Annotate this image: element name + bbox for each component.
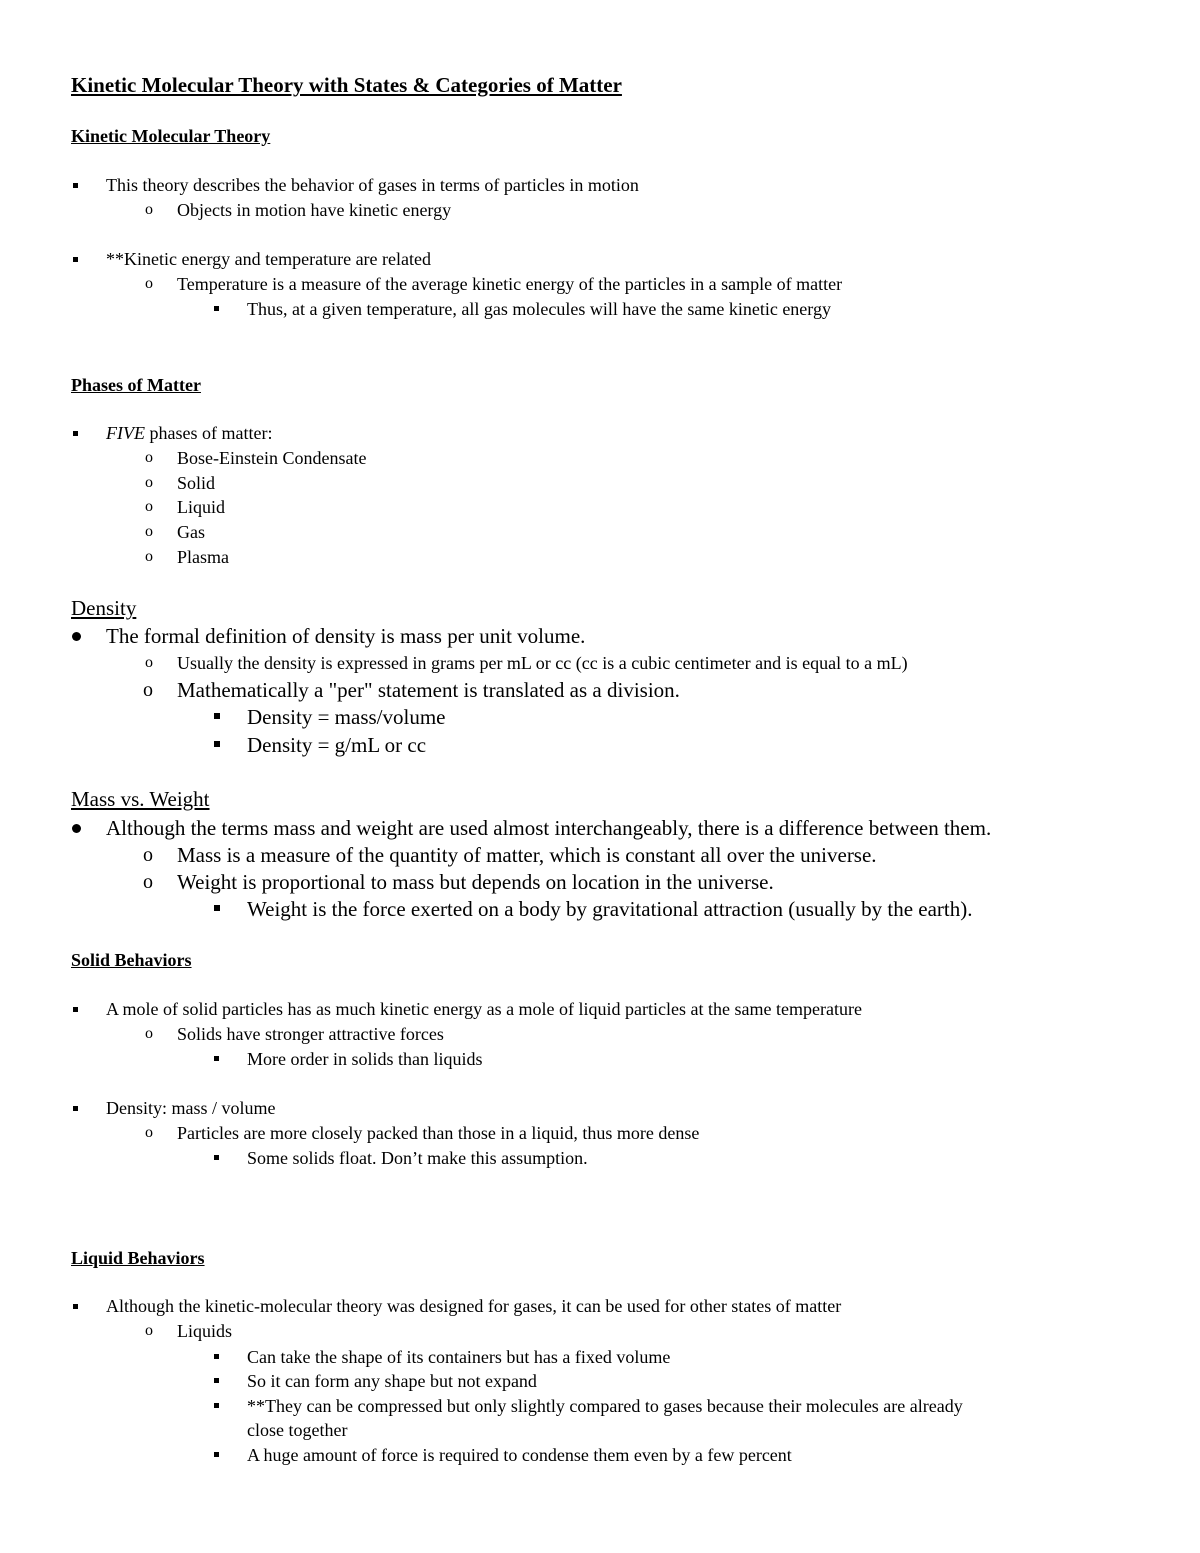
bullet-marker <box>214 1378 219 1383</box>
bullet-marker <box>214 741 220 747</box>
liquid-bullet-1a3-line2: close together <box>247 1420 348 1440</box>
solid-bullet-2a1: Some solids float. Don’t make this assumption. <box>247 1148 588 1168</box>
bullet-marker <box>214 1056 219 1061</box>
liquid-bullet-1a3-line1: **They can be compressed but only slightly compared to gases because their molecules are already <box>247 1396 963 1416</box>
mass-bullet-1b: Weight is proportional to mass but depends on location in the universe. <box>177 870 774 894</box>
phases-heading: Phases of Matter <box>71 375 201 395</box>
sub-bullet-marker: o <box>145 654 153 671</box>
mass-bullet-1: Although the terms mass and weight are used almost interchangeably, there is a difference between them. <box>106 816 992 840</box>
bullet-marker <box>214 306 219 311</box>
solid-bullet-2a: Particles are more closely packed than those in a liquid, thus more dense <box>177 1123 700 1143</box>
mass-bullet-1a: Mass is a measure of the quantity of matter, which is constant all over the universe. <box>177 843 877 867</box>
sub-bullet-marker: o <box>145 548 153 565</box>
phase-item: Liquid <box>177 497 225 517</box>
bullet-marker <box>214 1354 219 1359</box>
liquid-bullet-1a2: So it can form any shape but not expand <box>247 1371 537 1391</box>
sub-bullet-marker: o <box>145 201 153 218</box>
sub-bullet-marker: o <box>145 498 153 515</box>
phases-intro-text: phases of matter: <box>144 423 273 443</box>
phase-item: Gas <box>177 522 205 542</box>
bullet-marker <box>214 713 220 719</box>
sub-bullet-marker: o <box>145 1322 153 1339</box>
kmt-bullet-1: This theory describes the behavior of gases in terms of particles in motion <box>106 175 639 195</box>
density-bullet-1: The formal definition of density is mass per unit volume. <box>106 624 586 648</box>
density-bullet-1a: Usually the density is expressed in grams per mL or cc (cc is a cubic centimeter and is equal to a mL) <box>177 653 908 673</box>
liquid-bullet-1a: Liquids <box>177 1321 233 1341</box>
solid-bullet-2: Density: mass / volume <box>106 1098 276 1118</box>
solid-bullet-1a: Solids have stronger attractive forces <box>177 1024 444 1044</box>
dot-bullet-marker <box>72 632 81 641</box>
sub-bullet-marker: o <box>143 679 153 701</box>
dot-bullet-marker <box>72 824 81 833</box>
density-bullet-1b2: Density = g/mL or cc <box>247 733 427 757</box>
kmt-bullet-2a: Temperature is a measure of the average kinetic energy of the particles in a sample of matter <box>177 274 843 294</box>
density-heading: Density <box>71 596 137 620</box>
kmt-bullet-2a1: Thus, at a given temperature, all gas molecules will have the same kinetic energy <box>247 299 831 319</box>
bullet-marker <box>73 431 78 436</box>
document-title: Kinetic Molecular Theory with States & Categories of Matter <box>71 73 622 97</box>
sub-bullet-marker: o <box>143 844 153 866</box>
solid-heading: Solid Behaviors <box>71 950 192 970</box>
bullet-marker <box>73 1007 78 1012</box>
phase-item: Solid <box>177 473 216 493</box>
bullet-marker <box>214 1403 219 1408</box>
bullet-marker <box>73 257 78 262</box>
liquid-bullet-1a1: Can take the shape of its containers but has a fixed volume <box>247 1347 671 1367</box>
bullet-marker <box>214 905 220 911</box>
solid-bullet-1: A mole of solid particles has as much kinetic energy as a mole of liquid particles at the same temperature <box>106 999 862 1019</box>
kmt-bullet-2: **Kinetic energy and temperature are related <box>106 249 432 269</box>
phase-item: Plasma <box>177 547 229 567</box>
mass-weight-heading: Mass vs. Weight <box>71 787 210 811</box>
bullet-marker <box>73 1106 78 1111</box>
bullet-marker <box>214 1452 219 1457</box>
sub-bullet-marker: o <box>143 871 153 893</box>
kmt-bullet-1a: Objects in motion have kinetic energy <box>177 200 452 220</box>
sub-bullet-marker: o <box>145 449 153 466</box>
bullet-marker <box>73 1304 78 1309</box>
density-bullet-1b: Mathematically a "per" statement is translated as a division. <box>177 678 680 702</box>
phase-item: Bose-Einstein Condensate <box>177 448 367 468</box>
phases-intro <box>106 424 272 442</box>
sub-bullet-marker: o <box>145 1025 153 1042</box>
sub-bullet-marker: o <box>145 275 153 292</box>
sub-bullet-marker: o <box>145 523 153 540</box>
bullet-marker <box>73 183 78 188</box>
sub-bullet-marker: o <box>145 1124 153 1141</box>
density-bullet-1b1: Density = mass/volume <box>247 705 446 729</box>
sub-bullet-marker: o <box>145 474 153 491</box>
solid-bullet-1a1: More order in solids than liquids <box>247 1049 483 1069</box>
phases-intro-emphasis: FIVE <box>106 423 145 443</box>
liquid-heading: Liquid Behaviors <box>71 1248 205 1268</box>
kmt-heading: Kinetic Molecular Theory <box>71 126 271 146</box>
liquid-bullet-1: Although the kinetic-molecular theory was designed for gases, it can be used for other states of matter <box>106 1296 842 1316</box>
bullet-marker <box>214 1155 219 1160</box>
liquid-bullet-1a4: A huge amount of force is required to condense them even by a few percent <box>247 1445 792 1465</box>
mass-bullet-1b1: Weight is the force exerted on a body by gravitational attraction (usually by the earth). <box>247 897 973 921</box>
